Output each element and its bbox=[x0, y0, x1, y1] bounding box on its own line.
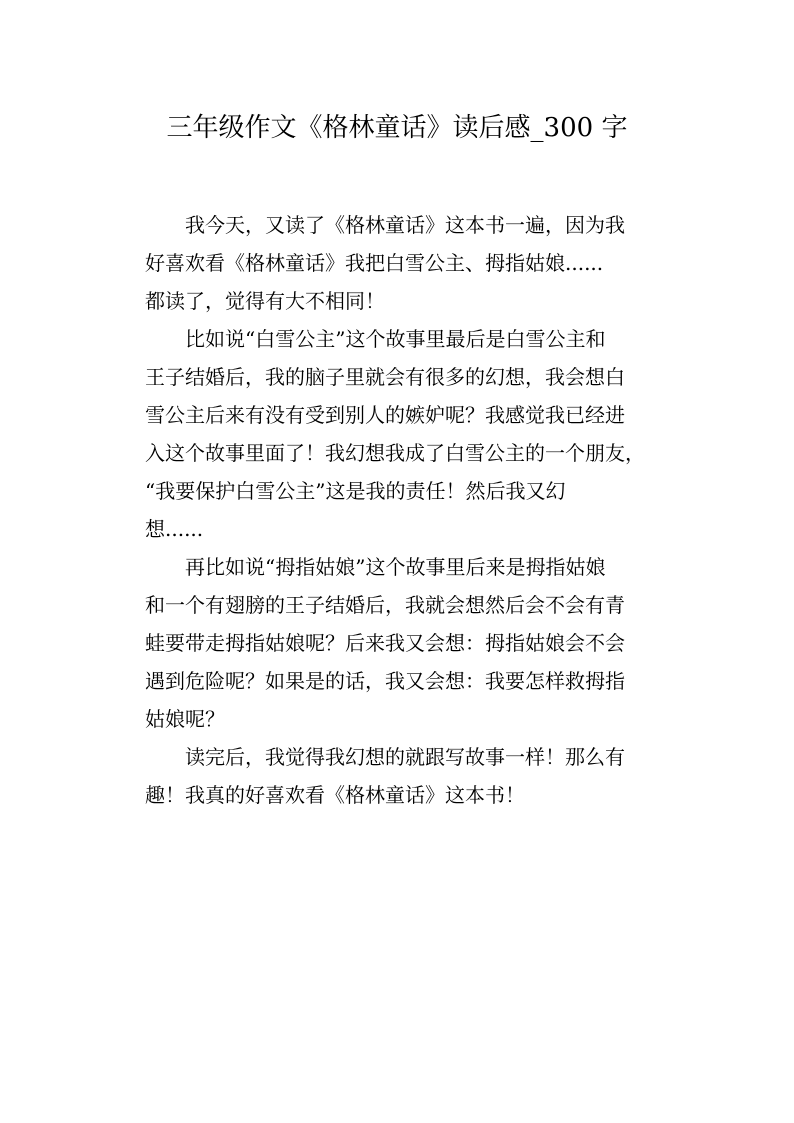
text-line: “我要保护白雪公主”这是我的责任！然后我又幻 bbox=[145, 479, 566, 503]
paragraph-1 bbox=[145, 206, 665, 320]
text-line: 王子结婚后，我的脑子里就会有很多的幻想，我会想白 bbox=[145, 365, 625, 389]
text-line: 都读了，觉得有大不相同！ bbox=[145, 289, 385, 313]
text-line: 想...... bbox=[145, 517, 204, 541]
document-body bbox=[145, 206, 665, 814]
document-title: 三年级作文《格林童话》读后感_300 字 bbox=[166, 113, 628, 143]
text-line: 入这个故事里面了！我幻想我成了白雪公主的一个朋友， bbox=[145, 441, 645, 465]
paragraph-3 bbox=[145, 548, 665, 738]
text-line: 读完后，我觉得我幻想的就跟写故事一样！那么有 bbox=[185, 745, 625, 769]
text-line: 比如说“白雪公主”这个故事里最后是白雪公主和 bbox=[185, 327, 606, 351]
text-line: 雪公主后来有没有受到别人的嫉妒呢？我感觉我已经进 bbox=[145, 403, 625, 427]
text-line: 姑娘呢？ bbox=[145, 707, 225, 731]
text-line: 我今天，又读了《格林童话》这本书一遍，因为我 bbox=[185, 213, 625, 237]
text-line: 遇到危险呢？如果是的话，我又会想：我要怎样救拇指 bbox=[145, 669, 625, 693]
text-line: 和一个有翅膀的王子结婚后，我就会想然后会不会有青 bbox=[145, 593, 625, 617]
text-line: 好喜欢看《格林童话》我把白雪公主、拇指姑娘...... bbox=[145, 251, 604, 275]
paragraph-2 bbox=[145, 320, 665, 548]
paragraph-4 bbox=[145, 738, 665, 814]
text-line: 趣！我真的好喜欢看《格林童话》这本书！ bbox=[145, 783, 525, 807]
text-line: 蛙要带走拇指姑娘呢？后来我又会想：拇指姑娘会不会 bbox=[145, 631, 625, 655]
text-line: 再比如说“拇指姑娘”这个故事里后来是拇指姑娘 bbox=[185, 555, 606, 579]
